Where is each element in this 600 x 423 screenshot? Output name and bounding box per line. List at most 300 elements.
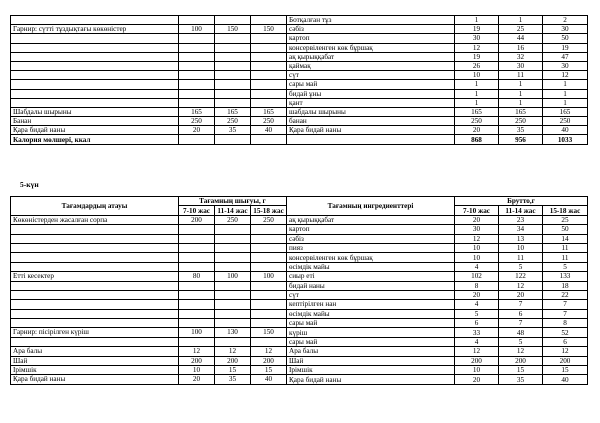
output-value <box>251 290 287 299</box>
output-value: 150 <box>215 25 251 34</box>
gross-value: 11 <box>499 71 543 80</box>
ingredient-name: кептірілген нан <box>287 300 455 309</box>
ingredient-name: сүт <box>287 71 455 80</box>
gross-value: 14 <box>543 234 588 243</box>
gross-value: 13 <box>499 234 543 243</box>
gross-value: 165 <box>499 107 543 116</box>
gross-value: 50 <box>543 34 588 43</box>
gross-value: 200 <box>455 356 499 365</box>
age-header: 7-10 жас <box>179 206 215 215</box>
gross-value: 10 <box>455 366 499 375</box>
table-row <box>11 347 588 356</box>
gross-value: 25 <box>499 25 543 34</box>
gross-value: 12 <box>455 347 499 356</box>
gross-value: 5 <box>455 309 499 318</box>
dish-name: Гарнир: пісірілген күріш <box>11 328 179 337</box>
gross-value: 44 <box>499 34 543 43</box>
output-value <box>215 98 251 107</box>
dish-name <box>11 89 179 98</box>
dish-name: Көкөністерден жасалған сорпа <box>11 215 179 224</box>
table-row <box>11 61 588 70</box>
gross-value: 1 <box>455 80 499 89</box>
table-row <box>11 52 588 61</box>
gross-value: 15 <box>543 366 588 375</box>
output-value <box>179 89 215 98</box>
output-value: 165 <box>179 107 215 116</box>
gross-value: 30 <box>543 61 588 70</box>
gross-value: 1 <box>455 89 499 98</box>
output-value <box>179 98 215 107</box>
gross-value: 47 <box>543 52 588 61</box>
gross-value: 6 <box>455 319 499 328</box>
table-row <box>11 290 588 299</box>
dish-name <box>11 300 179 309</box>
gross-value: 23 <box>499 215 543 224</box>
gross-value: 5 <box>499 262 543 271</box>
calorie-label: Калория мөлшері, ккал <box>11 135 179 144</box>
table-row <box>11 117 588 126</box>
gross-value: 12 <box>543 71 588 80</box>
output-value <box>179 61 215 70</box>
age-header: 15-18 жас <box>251 206 287 215</box>
gross-value: 35 <box>499 126 543 135</box>
dish-name: Шабдалы шырыны <box>11 107 179 116</box>
output-value <box>215 309 251 318</box>
table-row <box>11 80 588 89</box>
gross-value: 30 <box>499 61 543 70</box>
gross-value: 4 <box>455 337 499 346</box>
gross-value: 7 <box>499 319 543 328</box>
ingredient-name: сәбіз <box>287 25 455 34</box>
gross-value: 50 <box>543 225 588 234</box>
output-value <box>215 337 251 346</box>
gross-value: 4 <box>455 300 499 309</box>
gross-value: 1 <box>455 16 499 25</box>
gross-value: 34 <box>499 225 543 234</box>
ingredient-name: Қара бидай наны <box>287 126 455 135</box>
output-value <box>215 319 251 328</box>
output-value: 200 <box>215 356 251 365</box>
table-row <box>11 25 588 34</box>
gross-value: 12 <box>499 347 543 356</box>
gross-value: 165 <box>455 107 499 116</box>
calorie-value: 868 <box>455 135 499 144</box>
table-row <box>11 225 588 234</box>
ingredient-name: банан <box>287 117 455 126</box>
output-value <box>179 71 215 80</box>
ingredient-name: бидай ұны <box>287 89 455 98</box>
gross-header: Брутто,г <box>455 197 588 206</box>
dish-name <box>11 61 179 70</box>
output-value <box>179 225 215 234</box>
gross-value: 10 <box>455 253 499 262</box>
output-value: 250 <box>251 117 287 126</box>
dish-name: Етті кесектер <box>11 272 179 281</box>
table-row <box>11 356 588 365</box>
gross-value: 1 <box>543 89 588 98</box>
ingredient-name: сүт <box>287 290 455 299</box>
dish-name: Қара бидай наны <box>11 375 179 384</box>
output-value <box>251 80 287 89</box>
gross-value: 11 <box>543 243 588 252</box>
gross-value: 1 <box>455 98 499 107</box>
dish-name <box>11 16 179 25</box>
ingredient-name: Қара бидай наны <box>287 375 455 384</box>
gross-value: 7 <box>543 309 588 318</box>
gross-value: 26 <box>455 61 499 70</box>
table-row <box>11 243 588 252</box>
table-row <box>11 253 588 262</box>
output-value <box>179 281 215 290</box>
output-value <box>179 43 215 52</box>
dish-name <box>11 80 179 89</box>
dish-name <box>11 319 179 328</box>
table-row <box>11 328 588 337</box>
ingredient-name: Ботқалған тұз <box>287 16 455 25</box>
output-value <box>215 243 251 252</box>
ingredient-name: қант <box>287 98 455 107</box>
output-value: 250 <box>179 117 215 126</box>
output-value <box>215 34 251 43</box>
age-header: 7-10 жас <box>455 206 499 215</box>
table-row <box>11 34 588 43</box>
gross-value: 20 <box>455 375 499 384</box>
dish-name <box>11 225 179 234</box>
gross-value: 12 <box>455 43 499 52</box>
dish-name: Гарнир: сүтті тұздықтағы көкөністер <box>11 25 179 34</box>
gross-value: 200 <box>543 356 588 365</box>
output-value: 80 <box>179 272 215 281</box>
gross-value: 32 <box>499 52 543 61</box>
table-row <box>11 272 588 281</box>
output-value: 150 <box>251 25 287 34</box>
output-value <box>251 43 287 52</box>
gross-value: 20 <box>455 215 499 224</box>
age-header: 11-14 жас <box>215 206 251 215</box>
table-row <box>11 234 588 243</box>
gross-value: 30 <box>455 225 499 234</box>
gross-value: 1 <box>543 80 588 89</box>
gross-value: 20 <box>455 290 499 299</box>
output-value <box>215 234 251 243</box>
gross-value: 40 <box>543 126 588 135</box>
ingredient-name: ақ қырыққабат <box>287 52 455 61</box>
output-value <box>251 89 287 98</box>
output-value: 10 <box>179 366 215 375</box>
gross-value: 12 <box>543 347 588 356</box>
output-value <box>251 243 287 252</box>
dish-name: Ара балы <box>11 347 179 356</box>
dish-name <box>11 34 179 43</box>
output-value <box>179 337 215 346</box>
dish-name: Ірімшік <box>11 366 179 375</box>
output-value: 100 <box>251 272 287 281</box>
output-value <box>251 337 287 346</box>
output-value <box>215 89 251 98</box>
output-value: 165 <box>251 107 287 116</box>
output-value <box>179 319 215 328</box>
gross-value: 200 <box>499 356 543 365</box>
gross-value: 1 <box>499 89 543 98</box>
output-value: 100 <box>179 25 215 34</box>
gross-value: 2 <box>543 16 588 25</box>
age-header: 15-18 жас <box>543 206 588 215</box>
ingredients-header: Тағамның ингредиенттері <box>287 197 455 216</box>
dish-name <box>11 253 179 262</box>
dish-name: Қара бидай наны <box>11 126 179 135</box>
table-row <box>11 98 588 107</box>
output-value <box>215 281 251 290</box>
table-row <box>11 16 588 25</box>
output-value <box>215 253 251 262</box>
gross-value: 4 <box>455 262 499 271</box>
menu-table-previous-day-body <box>11 16 588 135</box>
ingredient-name: қаймақ <box>287 61 455 70</box>
output-value: 12 <box>251 347 287 356</box>
gross-value: 25 <box>543 215 588 224</box>
gross-value: 1 <box>499 98 543 107</box>
table-row <box>11 319 588 328</box>
gross-value: 33 <box>455 328 499 337</box>
gross-value: 11 <box>499 253 543 262</box>
menu-table-previous-day <box>10 15 588 145</box>
gross-value: 19 <box>455 25 499 34</box>
table-row <box>11 126 588 135</box>
dish-name: Банан <box>11 117 179 126</box>
gross-value: 15 <box>499 366 543 375</box>
table-row <box>11 366 588 375</box>
gross-value: 18 <box>543 281 588 290</box>
output-value: 100 <box>215 272 251 281</box>
gross-value: 8 <box>543 319 588 328</box>
output-value: 100 <box>179 328 215 337</box>
gross-value: 20 <box>455 126 499 135</box>
gross-value: 133 <box>543 272 588 281</box>
gross-value: 6 <box>499 309 543 318</box>
output-value: 40 <box>251 126 287 135</box>
gross-value: 102 <box>455 272 499 281</box>
output-value <box>251 300 287 309</box>
gross-value: 122 <box>499 272 543 281</box>
ingredient-name: бидай наны <box>287 281 455 290</box>
output-value <box>251 61 287 70</box>
ingredient-name: өсімдік майы <box>287 309 455 318</box>
output-value: 12 <box>179 347 215 356</box>
table-row <box>11 300 588 309</box>
gross-value: 6 <box>543 337 588 346</box>
gross-value: 10 <box>499 243 543 252</box>
output-value <box>251 281 287 290</box>
table-row <box>11 43 588 52</box>
output-value: 150 <box>251 328 287 337</box>
output-value: 130 <box>215 328 251 337</box>
output-value <box>179 290 215 299</box>
output-value <box>251 262 287 271</box>
ingredient-name: сәбіз <box>287 234 455 243</box>
gross-value: 40 <box>543 375 588 384</box>
output-value: 250 <box>215 117 251 126</box>
output-value <box>251 98 287 107</box>
output-value: 165 <box>215 107 251 116</box>
gross-value: 12 <box>455 234 499 243</box>
output-value: 250 <box>251 215 287 224</box>
header-row <box>11 197 588 206</box>
dish-name <box>11 281 179 290</box>
dish-name <box>11 243 179 252</box>
output-value <box>251 71 287 80</box>
output-value <box>179 34 215 43</box>
dish-name <box>11 309 179 318</box>
output-value <box>251 225 287 234</box>
dish-name <box>11 98 179 107</box>
output-value <box>251 16 287 25</box>
table-row <box>11 71 588 80</box>
gross-value: 5 <box>499 337 543 346</box>
output-value <box>179 262 215 271</box>
gross-value: 10 <box>455 243 499 252</box>
table-row <box>11 309 588 318</box>
output-value: 12 <box>215 347 251 356</box>
gross-value: 35 <box>499 375 543 384</box>
gross-value: 48 <box>499 328 543 337</box>
ingredient-name: Ірімшік <box>287 366 455 375</box>
gross-value: 1 <box>499 80 543 89</box>
output-value <box>215 300 251 309</box>
output-header: Тағамның шығуы, г <box>179 197 287 206</box>
dish-name-header: Тағамдардың атауы <box>11 197 179 216</box>
gross-value: 30 <box>455 34 499 43</box>
ingredient-name: картоп <box>287 34 455 43</box>
table-row <box>11 337 588 346</box>
ingredient-name: сары май <box>287 80 455 89</box>
gross-value: 7 <box>543 300 588 309</box>
output-value: 20 <box>179 126 215 135</box>
gross-value: 8 <box>455 281 499 290</box>
ingredient-name: картоп <box>287 225 455 234</box>
dish-name <box>11 234 179 243</box>
gross-value: 250 <box>543 117 588 126</box>
output-value <box>251 52 287 61</box>
output-value <box>251 34 287 43</box>
dish-name <box>11 337 179 346</box>
gross-value: 12 <box>499 281 543 290</box>
output-value <box>215 16 251 25</box>
table-row <box>11 107 588 116</box>
ingredient-name: Ара балы <box>287 347 455 356</box>
output-value <box>251 234 287 243</box>
output-value <box>215 262 251 271</box>
dish-name <box>11 290 179 299</box>
gross-value: 19 <box>455 52 499 61</box>
calorie-value: 956 <box>499 135 543 144</box>
calorie-row <box>11 135 588 144</box>
output-value: 40 <box>251 375 287 384</box>
output-value <box>215 52 251 61</box>
ingredient-name: сары май <box>287 337 455 346</box>
dish-name <box>11 43 179 52</box>
dish-name <box>11 52 179 61</box>
ingredient-name: сиыр еті <box>287 272 455 281</box>
output-value <box>179 253 215 262</box>
ingredient-name: консервіленген көк бұршақ <box>287 43 455 52</box>
output-value: 20 <box>179 375 215 384</box>
gross-value: 5 <box>543 262 588 271</box>
ingredient-name: Шай <box>287 356 455 365</box>
output-value <box>215 290 251 299</box>
output-value: 200 <box>179 356 215 365</box>
menu-table-day-5-body <box>11 215 588 384</box>
ingredient-name: шабдалы шырыны <box>287 107 455 116</box>
gross-value: 22 <box>543 290 588 299</box>
day-title: 5-күн <box>20 180 39 189</box>
dish-name <box>11 71 179 80</box>
table-row <box>11 215 588 224</box>
gross-value: 1 <box>543 98 588 107</box>
ingredient-name: пияз <box>287 243 455 252</box>
output-value <box>179 309 215 318</box>
table-row <box>11 281 588 290</box>
table-row <box>11 262 588 271</box>
gross-value: 1 <box>499 16 543 25</box>
gross-value: 30 <box>543 25 588 34</box>
dish-name: Шай <box>11 356 179 365</box>
gross-value: 250 <box>499 117 543 126</box>
output-value <box>179 234 215 243</box>
gross-value: 19 <box>543 43 588 52</box>
output-value: 250 <box>215 215 251 224</box>
ingredient-name: ақ қырыққабат <box>287 215 455 224</box>
output-value <box>251 309 287 318</box>
output-value <box>251 319 287 328</box>
gross-value: 20 <box>499 290 543 299</box>
output-value: 200 <box>179 215 215 224</box>
ingredient-name: өсімдік майы <box>287 262 455 271</box>
output-value <box>179 80 215 89</box>
gross-value: 165 <box>543 107 588 116</box>
output-value: 200 <box>251 356 287 365</box>
output-value <box>215 43 251 52</box>
dish-name <box>11 262 179 271</box>
gross-value: 52 <box>543 328 588 337</box>
output-value: 35 <box>215 375 251 384</box>
table-row <box>11 375 588 384</box>
output-value <box>251 253 287 262</box>
output-value <box>179 243 215 252</box>
output-value <box>179 16 215 25</box>
gross-value: 16 <box>499 43 543 52</box>
gross-value: 11 <box>543 253 588 262</box>
ingredient-name: күріш <box>287 328 455 337</box>
gross-value: 10 <box>455 71 499 80</box>
gross-value: 7 <box>499 300 543 309</box>
output-value <box>215 71 251 80</box>
output-value <box>215 80 251 89</box>
calorie-value: 1033 <box>543 135 588 144</box>
output-value <box>179 52 215 61</box>
menu-table-day-5 <box>10 196 588 385</box>
output-value: 35 <box>215 126 251 135</box>
gross-value: 250 <box>455 117 499 126</box>
output-value: 15 <box>215 366 251 375</box>
output-value <box>215 225 251 234</box>
age-header: 11-14 жас <box>499 206 543 215</box>
output-value <box>215 61 251 70</box>
output-value <box>179 300 215 309</box>
ingredient-name: консервіленген көк бұршақ <box>287 253 455 262</box>
table-row <box>11 89 588 98</box>
ingredient-name: сары май <box>287 319 455 328</box>
output-value: 15 <box>251 366 287 375</box>
